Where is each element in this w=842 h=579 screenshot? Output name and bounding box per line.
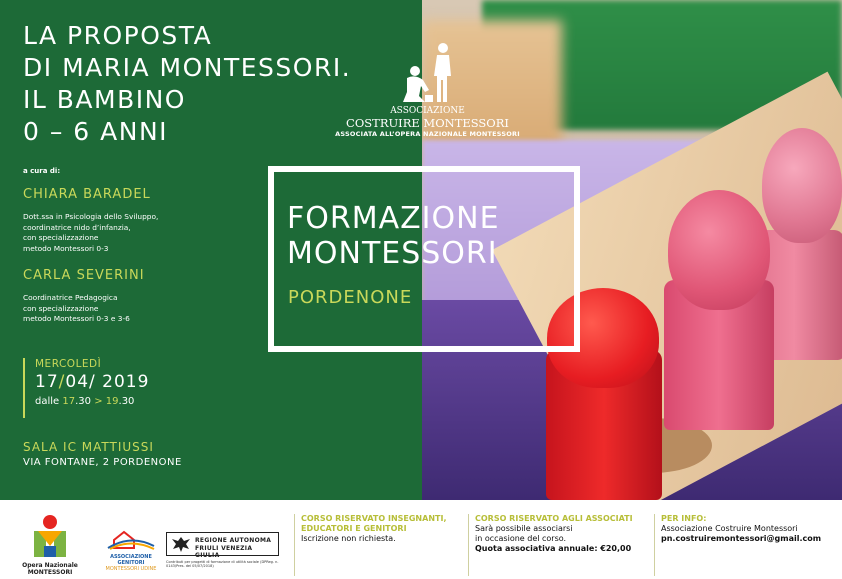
gen-line: ASSOCIAZIONE GENITORI	[110, 554, 152, 566]
time-end-min: .30	[118, 396, 135, 407]
speaker-description	[23, 293, 223, 325]
onm-figure-icon	[30, 514, 70, 558]
info-column-target	[294, 514, 464, 576]
pink-peg-back-head	[762, 128, 842, 243]
time-arrow: >	[94, 396, 103, 407]
speaker-desc-line: con specializzazione	[23, 233, 99, 242]
headline-line: IL BAMBINO	[23, 85, 186, 114]
associazione-genitori-logo	[100, 528, 162, 572]
venue-block	[23, 440, 182, 468]
footer	[0, 500, 842, 579]
onm-line: Opera Nazionale	[22, 562, 78, 569]
speaker-description	[23, 212, 223, 254]
association-line: ASSOCIAZIONE	[390, 106, 465, 116]
association-name: COSTRUIRE MONTESSORI	[346, 116, 509, 130]
gen-line: MONTESSORI UDINE	[105, 566, 157, 572]
time-start-min: .30	[75, 396, 92, 407]
speaker-name: CHIARA BARADEL	[23, 187, 151, 202]
time-prefix: dalle	[35, 396, 60, 407]
event-time	[35, 396, 149, 407]
column-heading: EDUCATORI E GENITORI	[301, 524, 407, 533]
speaker-desc-line: con specializzazione	[23, 303, 99, 313]
column-text: Sarà possibile associarsi	[475, 524, 573, 533]
event-date-separator: /	[58, 372, 66, 392]
association-affiliation: ASSOCIATA ALL’OPERA NAZIONALE MONTESSORI	[335, 130, 520, 138]
event-date-block	[23, 358, 149, 418]
speaker-desc-line: coordinatrice nido d’infanzia,	[23, 222, 131, 232]
children-silhouette-icon	[393, 40, 463, 104]
title-line-1: FORMAZIONE	[287, 201, 500, 236]
event-date-rest: 04/ 2019	[65, 372, 150, 392]
column-text: Iscrizione non richiesta.	[301, 534, 396, 543]
column-text: in occasione del corso.	[475, 534, 567, 543]
pink-peg-middle-head	[668, 190, 770, 310]
time-end-hour: 19	[105, 396, 119, 407]
opera-nazionale-montessori-logo	[10, 514, 90, 576]
house-rainbow-icon	[106, 528, 156, 550]
event-date	[35, 372, 149, 392]
time-start-hour: 17	[62, 396, 76, 407]
region-line: FRIULI VENEZIA GIULIA	[195, 544, 253, 559]
region-line: REGIONE AUTONOMA	[195, 537, 272, 544]
title-line-2: MONTESSORI	[287, 236, 498, 271]
column-heading: CORSO RISERVATO INSEGNANTI,	[301, 514, 447, 523]
onm-line: MONTESSORI	[27, 569, 73, 576]
eagle-emblem-icon	[171, 535, 191, 553]
event-day: MERCOLEDÌ	[35, 358, 102, 370]
contact-name: Associazione Costruire Montessori	[661, 524, 798, 533]
speaker-desc-line: metodo Montessori 0-3 e 3-6	[23, 314, 130, 323]
headline	[23, 20, 351, 148]
info-column-members	[468, 514, 652, 576]
column-heading: PER INFO:	[661, 514, 707, 523]
speaker-name: CARLA SEVERINI	[23, 268, 145, 283]
association-logo	[315, 40, 540, 138]
info-column-contacts	[654, 514, 838, 576]
curated-label: a cura di:	[23, 167, 61, 175]
venue-address: VIA FONTANE, 2 PORDENONE	[23, 457, 182, 468]
column-heading: CORSO RISERVATO AGLI ASSOCIATI	[475, 514, 633, 523]
speaker-desc-line: Dott.ssa in Psicologia dello Sviluppo,	[23, 212, 159, 221]
headline-line: DI MARIA MONTESSORI.	[23, 53, 352, 82]
speaker-desc-line: metodo Montessori 0-3	[23, 243, 109, 253]
venue-name: SALA IC MATTIUSSI	[23, 440, 154, 454]
title-city: PORDENONE	[288, 287, 413, 308]
contact-email: pn.costruiremontessori@gmail.com	[661, 534, 822, 543]
membership-fee: Quota associativa annuale: €20,00	[475, 544, 632, 553]
region-note: Contributi per progetti di formazione di utilità sociale (DPReg. n. 0143/Pres. del 05/07/2018)	[166, 560, 279, 569]
region-name	[195, 537, 278, 560]
headline-line: LA PROPOSTA	[23, 21, 213, 50]
speaker-desc-line: Coordinatrice Pedagogica	[23, 293, 118, 302]
event-date-day: 17	[35, 372, 59, 392]
headline-line: 0 – 6 ANNI	[23, 117, 169, 146]
regione-fvg-logo	[166, 532, 279, 559]
